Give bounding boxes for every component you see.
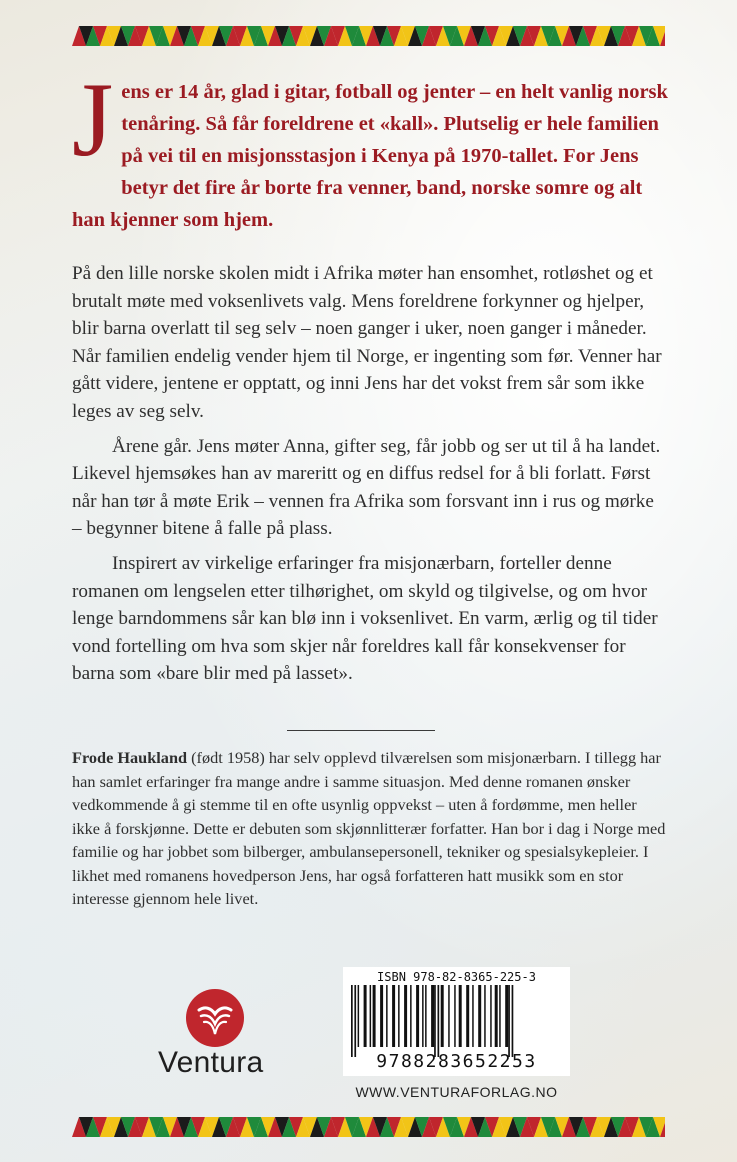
lead-text: ens er 14 år, glad i gitar, fotball og jenter – en helt vanlig norsk tenåring. Så får foreldrene et «kall». Plutselig er hele familien på vei til en misjonsstasjon i Kenya på 1970-tallet. For Jens betyr det fire år borte fra venner, band, norske somre og alt han kjenner som hjem. (72, 81, 668, 231)
barcode-bar (425, 985, 427, 1047)
publisher-logo (158, 988, 278, 1084)
isbn-label: ISBN 978-82-8365-225-3 (377, 970, 536, 984)
barcode-bar (454, 985, 456, 1047)
barcode-bar (404, 985, 407, 1047)
barcode-bar (441, 985, 444, 1047)
barcode-bar (448, 985, 450, 1047)
barcode-bar (354, 985, 356, 1057)
barcode-bar (459, 985, 462, 1047)
barcode-bar (466, 985, 469, 1047)
body-paragraph-2: Årene går. Jens møter Anna, gifter seg, får jobb og ser ut til å ha landet. Likevel hjemsøkes han av mareritt og en diffus redsel for å bli forlatt. Først når han tør å møte Erik – vennen fra Afrika som forsvant inn i rus og mørke – begynner bitene å falle på plass. (72, 435, 661, 540)
author-bio (72, 746, 668, 911)
barcode-bar (380, 985, 383, 1047)
author-name: Frode Haukland (72, 748, 188, 767)
lead-paragraph (72, 61, 672, 236)
barcode-bar (508, 985, 510, 1057)
barcode-bar (431, 985, 434, 1047)
publisher-url: WWW.VENTURAFORLAG.NO (355, 1084, 558, 1100)
barcode-bar (478, 985, 481, 1047)
publisher-name: Ventura (158, 1046, 264, 1079)
book-heart-logo-icon (185, 988, 245, 1048)
barcode-bar (499, 985, 501, 1047)
barcode-bar (484, 985, 486, 1047)
barcode-bar (472, 985, 474, 1047)
barcode-bar (386, 985, 388, 1047)
barcode-bar (358, 985, 360, 1047)
barcode-bar (438, 985, 440, 1057)
author-bio-text: (født 1958) har selv opplevd tilværelsen som misjonærbarn. I tillegg har han samlet erfaringer fra mange andre i samme situasjon. Med denne romanen ønsker vedkommende å gi stemme til en ofte usynlig oppvekst – uten å fordømme, men heller ikke å forskjønne. Dette er debuten som skjønnlitterær forfatter. Han bor i dag i Norge med familie og har jobbet som bilberger, ambulansepersonell, tekniker og spesialsykepleier. I likhet med romanens hovedperson Jens, har også forfatteren hatt musikk som en stor interesse gjennom hele livet. (72, 748, 666, 908)
section-divider (287, 730, 435, 731)
barcode-bar (351, 985, 353, 1057)
top-pattern-band (72, 26, 665, 46)
barcode-bar (512, 985, 514, 1057)
barcode-bar (422, 985, 424, 1047)
body-text (72, 260, 668, 695)
drop-cap: J (72, 61, 114, 178)
barcode-bars (349, 985, 564, 1057)
barcode-bar (505, 985, 508, 1047)
barcode-bar (490, 985, 492, 1047)
barcode-bar (398, 985, 400, 1047)
bottom-pattern-band (72, 1117, 665, 1137)
barcode-bar (373, 985, 376, 1047)
barcode-bar (370, 985, 372, 1047)
barcode-bar (364, 985, 367, 1047)
barcode-bar (434, 985, 436, 1057)
body-paragraph-1: På den lille norske skolen midt i Afrika møter han ensomhet, rotløshet og et brutalt møte med voksenlivets valg. Mens foreldrene forkynner og hjelper, blir barna overlatt til seg selv – noen ganger i uker, noen ganger i måneder. Når familien endelig vender hjem til Norge, er ingenting som før. Venner har gått videre, jentene er opptatt, og inni Jens har det vokst frem sår som ikke leges av seg selv. (72, 263, 662, 422)
barcode-digits: 9788283652253 (376, 1051, 537, 1072)
body-paragraph-3: Inspirert av virkelige erfaringer fra misjonærbarn, forteller denne romanen om lengselen etter tilhørighet, om skyld og tilgivelse, og om hvor lenge barndommens sår kan blø inn i voksenlivet. En varm, ærlig og til tider vond fortelling om hva som skjer når foreldres kall får konsekvenser for barna som «bare blir med på lasset». (72, 552, 658, 685)
barcode-bar (392, 985, 395, 1047)
isbn-barcode (343, 967, 570, 1076)
barcode-bar (495, 985, 498, 1047)
barcode-bar (416, 985, 419, 1047)
barcode-bar (410, 985, 412, 1047)
